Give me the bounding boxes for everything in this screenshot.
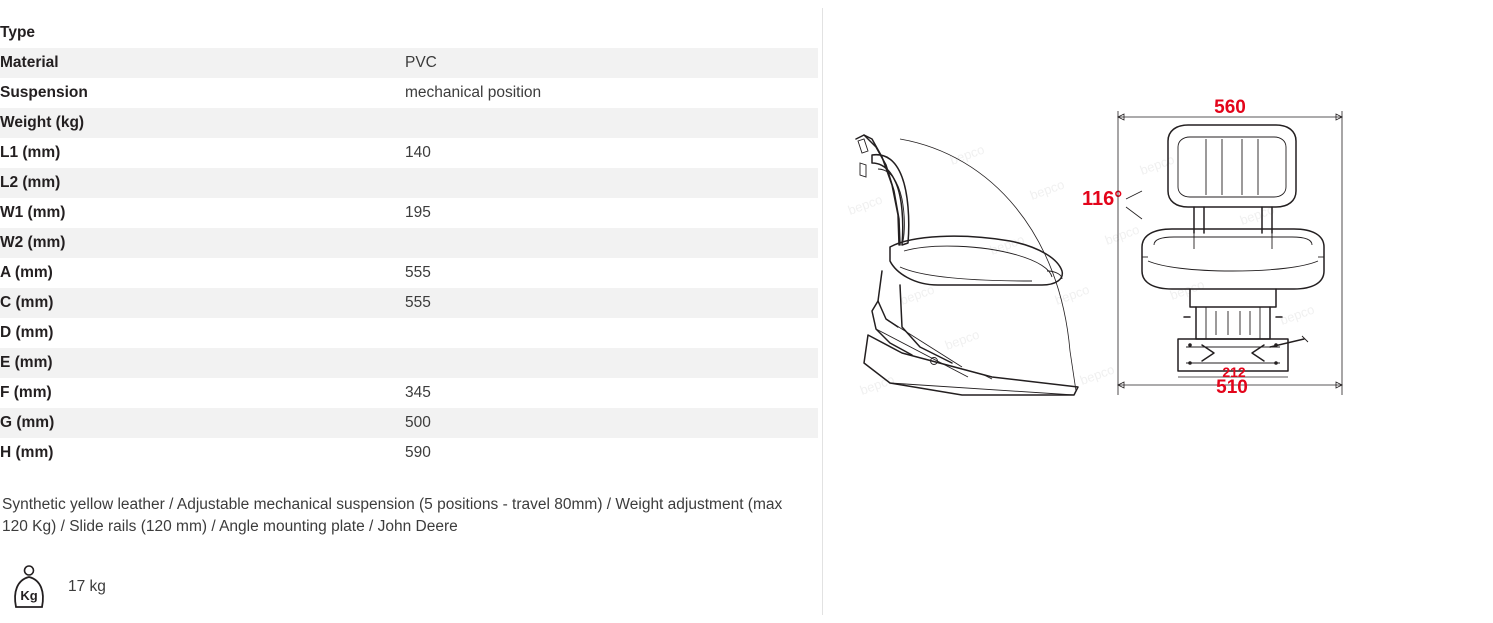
spec-key: G (mm) (0, 414, 55, 431)
svg-text:bepco: bepco (1052, 281, 1092, 308)
spec-value (405, 348, 818, 378)
table-row (0, 348, 818, 378)
spec-key: C (mm) (0, 294, 54, 311)
weight-value: 17 kg (68, 578, 106, 595)
table-row (0, 78, 818, 108)
svg-text:Kg: Kg (20, 588, 38, 603)
spec-key: D (mm) (0, 324, 54, 341)
svg-text:bepco: bepco (1167, 276, 1207, 303)
spec-value: 590 (405, 444, 431, 461)
table-row (0, 168, 818, 198)
svg-text:bepco: bepco (1137, 151, 1177, 178)
svg-text:bepco: bepco (845, 191, 885, 218)
spec-value: 555 (405, 264, 431, 281)
table-row (0, 288, 818, 318)
spec-value (405, 228, 818, 258)
table-row (0, 138, 818, 168)
seat-side-view (856, 135, 1078, 395)
table-row (0, 438, 818, 468)
spec-value: 195 (405, 204, 431, 221)
svg-text:bepco: bepco (987, 231, 1027, 258)
spec-key: L1 (mm) (0, 144, 61, 161)
spec-value: PVC (405, 54, 437, 71)
watermark-group (846, 142, 1316, 398)
table-row (0, 198, 818, 228)
table-row (0, 378, 818, 408)
spec-value: 140 (405, 144, 431, 161)
product-description: Synthetic yellow leather / Adjustable mechanical suspension (5 positions - travel 80mm) / Weight adjustment (max 120 Kg) / Slide rails (120 mm) / Angle mounting plate / John Deere (2, 496, 783, 535)
spec-value: 500 (405, 414, 431, 431)
svg-text:bepco: bepco (897, 281, 937, 308)
seat-technical-drawing (842, 95, 1462, 460)
table-row (0, 48, 818, 78)
table-row (0, 108, 818, 138)
table-row (0, 408, 818, 438)
spec-value: 555 (405, 294, 431, 311)
spec-key: Suspension (0, 84, 88, 101)
table-row (0, 228, 818, 258)
spec-key: W1 (mm) (0, 204, 66, 221)
svg-text:bepco: bepco (1027, 176, 1067, 203)
spec-key: Weight (kg) (0, 114, 85, 131)
specifications-table-body (0, 18, 818, 468)
spec-value: 345 (405, 384, 431, 401)
table-row (0, 318, 818, 348)
svg-text:bepco: bepco (1077, 361, 1117, 388)
weight-kg-icon (4, 564, 54, 610)
svg-text:bepco: bepco (857, 371, 897, 398)
top-width-dimension-label: 560 (1214, 97, 1246, 118)
spec-value (405, 18, 818, 48)
angle-dimension-label: 116° (1082, 188, 1123, 210)
seat-front-view (1118, 111, 1342, 395)
spec-value (405, 318, 818, 348)
svg-text:bepco: bepco (942, 326, 982, 353)
bottom-width-dimension-label: 510 (1216, 377, 1248, 398)
specifications-table (0, 18, 818, 468)
weight-info (4, 564, 822, 610)
svg-text:bepco: bepco (1237, 201, 1277, 228)
svg-text:bepco: bepco (947, 141, 987, 168)
spec-key: A (mm) (0, 264, 53, 281)
spec-value (405, 168, 818, 198)
spec-key: H (mm) (0, 444, 54, 461)
spec-key: L2 (mm) (0, 174, 61, 191)
svg-text:bepco: bepco (1277, 301, 1317, 328)
spec-key: E (mm) (0, 354, 53, 371)
spec-key: W2 (mm) (0, 234, 66, 251)
drawing-column (822, 0, 1493, 623)
spec-key: F (mm) (0, 384, 52, 401)
spec-key: Material (0, 54, 59, 71)
spec-value (405, 108, 818, 138)
spec-value: mechanical position (405, 84, 542, 101)
table-row (0, 258, 818, 288)
table-row (0, 18, 818, 48)
svg-text:bepco: bepco (1102, 221, 1142, 248)
spec-key: Type (0, 24, 36, 41)
inner-width-dimension-label: 212 (1222, 364, 1246, 380)
